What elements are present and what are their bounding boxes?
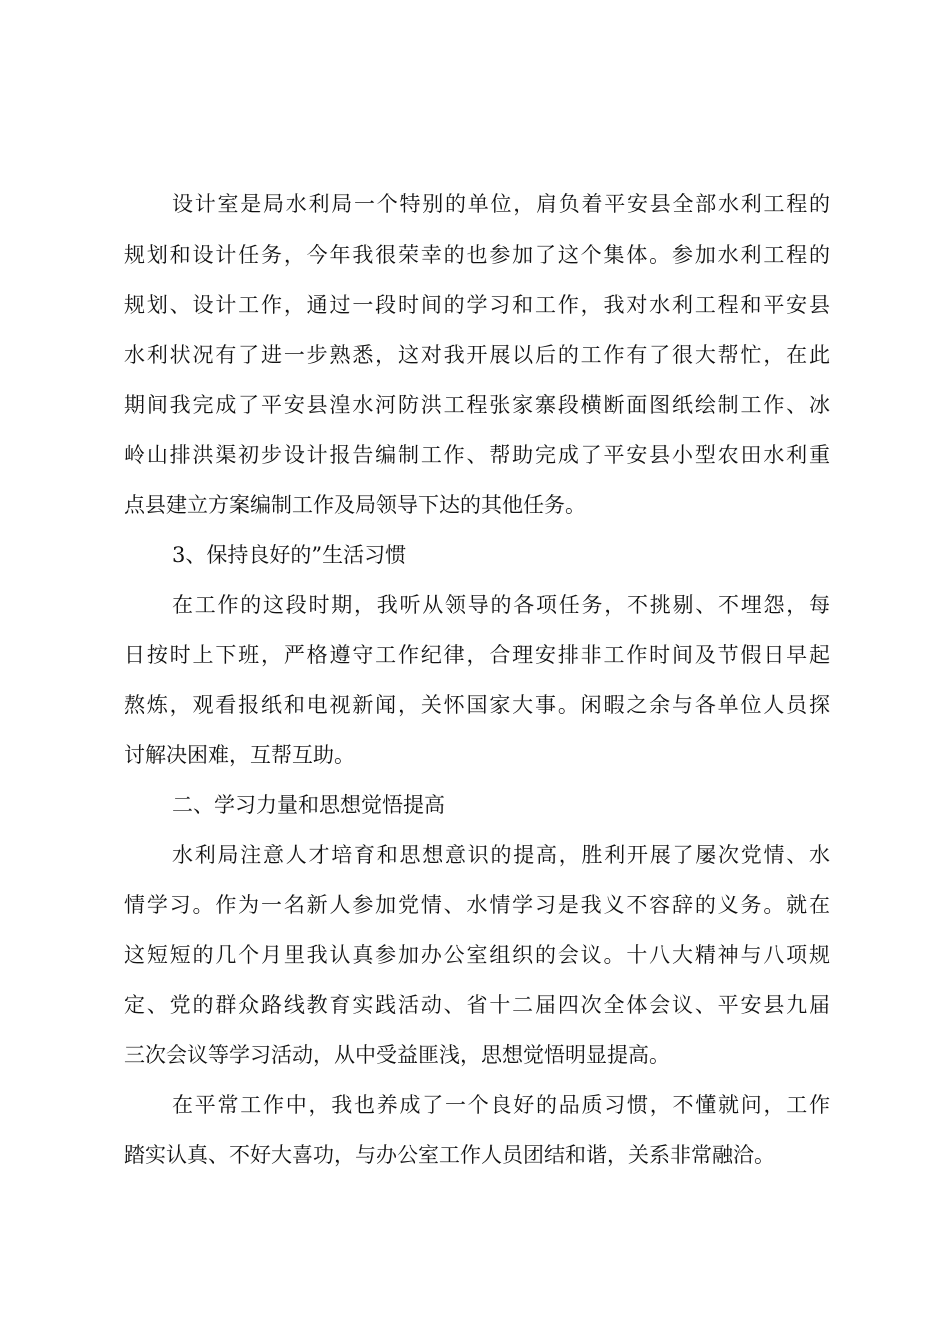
section-heading-2: 二、学习力量和思想觉悟提高 — [172, 793, 445, 817]
paragraph-3-line-1: 水利局注意人才培育和思想意识的提高，胜利开展了屡次党情、水 — [172, 843, 830, 867]
paragraph-2-line-3: 熬炼，观看报纸和电视新闻，关怀国家大事。闲暇之余与各单位人员探 — [124, 693, 830, 717]
paragraph-1-line-2: 规划和设计任务，今年我很荣幸的也参加了这个集体。参加水利工程的 — [124, 243, 830, 267]
paragraph-3-line-3: 这短短的几个月里我认真参加办公室组织的会议。十八大精神与八项规 — [124, 943, 830, 967]
paragraph-3-line-2: 情学习。作为一名新人参加党情、水情学习是我义不容辞的义务。就在 — [124, 893, 830, 917]
paragraph-3-line-4: 定、党的群众路线教育实践活动、省十二届四次全体会议、平安县九届 — [124, 993, 830, 1017]
paragraph-1-line-5: 期间我完成了平安县湟水河防洪工程张家寨段横断面图纸绘制工作、冰 — [124, 393, 830, 417]
paragraph-2-line-2: 日按时上下班，严格遵守工作纪律，合理安排非工作时间及节假日早起 — [124, 643, 830, 667]
paragraph-4-line-1: 在平常工作中，我也养成了一个良好的品质习惯，不懂就问，工作 — [172, 1093, 830, 1117]
section-heading-3: 3、保持良好的”生活习惯 — [172, 543, 407, 567]
paragraph-3-line-5: 三次会议等学习活动，从中受益匪浅，思想觉悟明显提高。 — [124, 1043, 670, 1067]
paragraph-1-line-7: 点县建立方案编制工作及局领导下达的其他任务。 — [124, 493, 586, 517]
paragraph-1-line-1: 设计室是局水利局一个特别的单位，肩负着平安县全部水利工程的 — [172, 192, 830, 216]
paragraph-1-line-6: 岭山排洪渠初步设计报告编制工作、帮助完成了平安县小型农田水利重 — [124, 443, 830, 467]
paragraph-4-line-2: 踏实认真、不好大喜功，与办公室工作人员团结和谐，关系非常融洽。 — [124, 1143, 775, 1167]
paragraph-1-line-3: 规划、设计工作，通过一段时间的学习和工作，我对水利工程和平安县 — [124, 293, 830, 317]
paragraph-1-line-4: 水利状况有了进一步熟悉，这对我开展以后的工作有了很大帮忙，在此 — [124, 343, 830, 367]
paragraph-2-line-1: 在工作的这段时期，我听从领导的各项任务，不挑剔、不埋怨，每 — [172, 593, 830, 617]
paragraph-2-line-4: 讨解决困难，互帮互助。 — [124, 743, 355, 767]
